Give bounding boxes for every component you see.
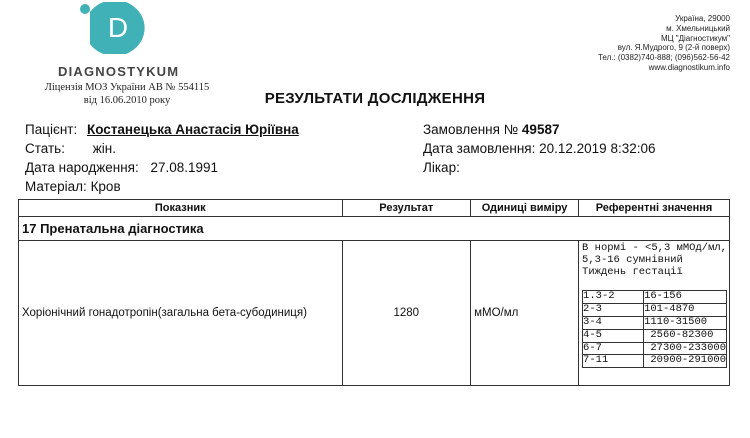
address-line: www.diagnostikum.info bbox=[648, 62, 730, 72]
brand-name: DIAGNOSTYKUM bbox=[58, 64, 180, 79]
table-header-row bbox=[19, 200, 730, 217]
clinic-address bbox=[530, 14, 730, 73]
column-header-indicator: Показник bbox=[19, 200, 343, 217]
gestation-week: 2-3 bbox=[583, 304, 644, 317]
gestation-row bbox=[583, 316, 727, 329]
gestation-range: 27300-233000 bbox=[644, 341, 726, 354]
units-cell: мМО/мл bbox=[471, 241, 579, 386]
gestation-row bbox=[583, 342, 727, 355]
address-line: Україна, 29000 bbox=[675, 14, 730, 23]
order-row bbox=[423, 122, 559, 137]
gestation-row bbox=[583, 355, 727, 368]
results-table bbox=[18, 199, 730, 386]
doctor-row bbox=[423, 160, 460, 175]
doctor-label: Лікар: bbox=[423, 160, 460, 175]
material-label: Матеріал: bbox=[25, 179, 87, 194]
order-label: Замовлення № bbox=[423, 122, 519, 137]
patient-row bbox=[25, 122, 299, 137]
sex-row bbox=[25, 141, 116, 156]
gestation-week: 7-11 bbox=[583, 355, 644, 368]
gestation-week: 3-4 bbox=[583, 316, 644, 329]
dob-row bbox=[25, 160, 218, 175]
gestation-row bbox=[583, 329, 727, 342]
gestation-week: 4-5 bbox=[583, 329, 644, 342]
gestation-range: 16-156 bbox=[644, 291, 727, 304]
result-cell: 1280 bbox=[342, 241, 471, 386]
column-header-result: Результат bbox=[342, 200, 471, 217]
reference-cell bbox=[579, 241, 730, 386]
patient-name: Костанецька Анастасія Юріївна bbox=[87, 122, 299, 137]
gestation-row bbox=[583, 304, 727, 317]
order-date-label: Дата замовлення: bbox=[423, 141, 536, 156]
indicator-cell: Хоріонічний гонадотропін(загальна бета-субодиниця) bbox=[19, 241, 343, 386]
gestation-weeks-table bbox=[582, 290, 727, 368]
sex-value: жін. bbox=[92, 141, 116, 156]
column-header-reference: Референтні значення bbox=[579, 200, 730, 217]
gestation-range: 1110-31500 bbox=[644, 316, 727, 329]
document-title: РЕЗУЛЬТАТИ ДОСЛІДЖЕННЯ bbox=[264, 90, 486, 107]
dob-label: Дата народження: bbox=[25, 160, 139, 175]
gestation-row bbox=[583, 291, 727, 304]
column-header-units: Одиниці виміру bbox=[471, 200, 579, 217]
license-line: Ліцензія МОЗ України АВ № 554115 bbox=[44, 82, 210, 93]
order-date-row bbox=[423, 141, 655, 156]
gestation-week: 6-7 bbox=[583, 342, 644, 355]
gestation-range: 101-4870 bbox=[644, 304, 727, 317]
table-row bbox=[19, 241, 730, 386]
section-row bbox=[19, 217, 730, 241]
patient-label: Пацієнт: bbox=[25, 122, 78, 137]
gestation-week: 1.3-2 bbox=[583, 291, 644, 304]
reference-line: Тиждень гестації bbox=[582, 265, 683, 278]
material-value: Кров bbox=[90, 179, 121, 194]
address-line: м. Хмельницький bbox=[666, 23, 730, 33]
license-date: від 16.06.2010 року bbox=[83, 95, 171, 106]
diagnostykum-logo-icon bbox=[78, 2, 150, 54]
address-line: вул. Я.Мудрого, 9 (2-й поверх) bbox=[617, 43, 730, 53]
gestation-range: 2560-82300 bbox=[644, 329, 727, 342]
reference-line: 5,3-16 сумнівний bbox=[582, 253, 683, 266]
material-row bbox=[25, 179, 121, 194]
address-line: МЦ "Діагностикум" bbox=[660, 33, 730, 43]
order-date-value: 20.12.2019 8:32:06 bbox=[539, 141, 656, 156]
order-number: 49587 bbox=[521, 122, 560, 137]
gestation-range: 20900-291000 bbox=[644, 354, 726, 367]
dob-value: 27.08.1991 bbox=[150, 160, 219, 175]
section-title: 17 Пренатальна діагностика bbox=[19, 217, 730, 241]
address-line: Тел.: (0382)740-888; (096)562-56-42 bbox=[597, 53, 730, 63]
sex-label: Стать: bbox=[25, 141, 65, 156]
reference-line: В нормі - <5,3 мМОд/мл, bbox=[582, 242, 727, 254]
logo-letter: D bbox=[107, 12, 129, 43]
